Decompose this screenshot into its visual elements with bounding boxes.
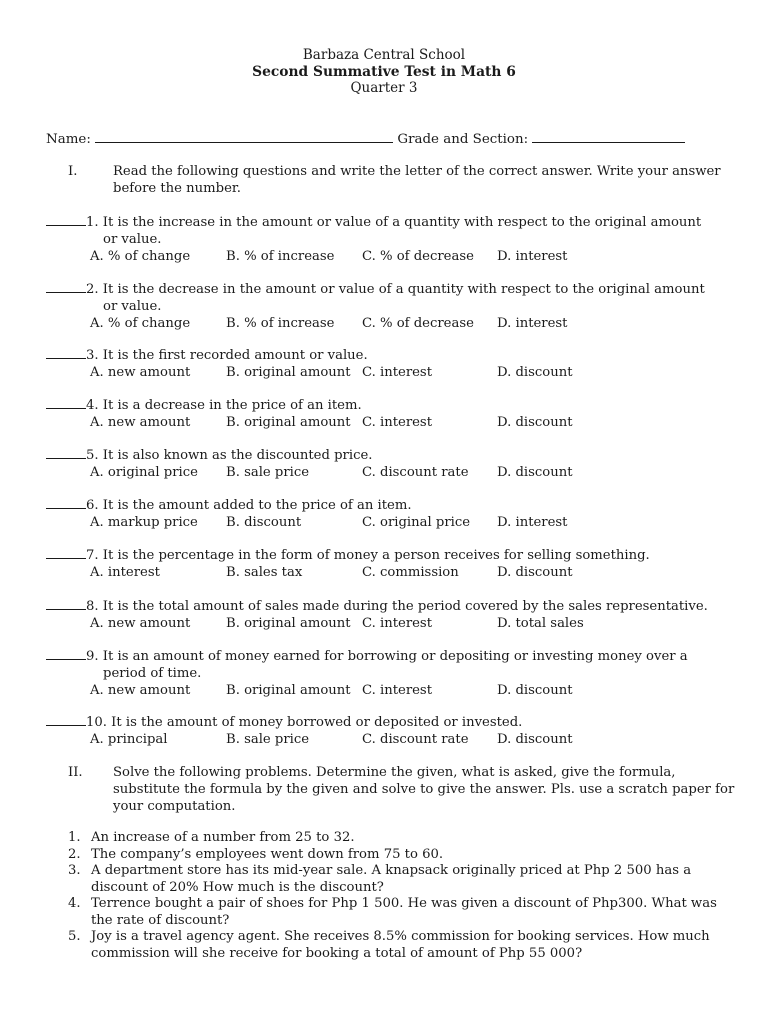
question-text-continued: period of time.	[103, 666, 202, 681]
answer-options	[46, 248, 726, 265]
answer-option: B. original amount	[226, 616, 351, 631]
answer-option: A. principal	[90, 732, 168, 747]
answer-option: C. interest	[362, 683, 432, 698]
part2-text: Solve the following problems. Determine the given, what is asked, give the formula, substitute the formula by the given and solve to give the answer. Pls. use a scratch paper for your computation.	[113, 765, 735, 814]
answer-option: D. discount	[497, 415, 573, 430]
answer-option: A. new amount	[90, 365, 191, 380]
answer-option: B. discount	[226, 515, 302, 530]
question-line	[46, 713, 726, 731]
answer-option: D. discount	[497, 465, 573, 480]
question-text-continued: or value.	[103, 299, 162, 314]
answer-option: B. original amount	[226, 365, 351, 380]
question-text: 7. It is the percentage in the form of money a person receives for selling something.	[86, 548, 650, 563]
question-item	[46, 346, 726, 381]
question-text: 4. It is a decrease in the price of an item.	[86, 398, 362, 413]
problem-item	[68, 929, 728, 962]
question-line	[46, 597, 726, 615]
answer-option: A. new amount	[90, 415, 191, 430]
question-line	[46, 396, 726, 414]
answer-option: B. original amount	[226, 415, 351, 430]
answer-option: D. discount	[497, 683, 573, 698]
answer-option: B. sales tax	[226, 565, 303, 580]
question-text: 9. It is an amount of money earned for borrowing or depositing or investing money over a	[86, 649, 688, 664]
name-label: Name:	[46, 132, 91, 147]
quarter-label: Quarter 3	[350, 80, 418, 96]
problem-text: A department store has its mid-year sale. A knapsack originally priced at Php 2 500 has a discount of 20% How much is the discount?	[91, 863, 692, 895]
question-line	[46, 280, 726, 298]
answer-options	[46, 364, 726, 381]
answer-options	[46, 414, 726, 431]
question-line	[46, 346, 726, 364]
answer-option: C. interest	[362, 616, 432, 631]
problem-item	[68, 863, 728, 896]
question-item	[46, 213, 726, 265]
answer-option: D. interest	[497, 515, 568, 530]
answer-option: A. original price	[90, 465, 198, 480]
problem-text: The company’s employees went down from 75 to 60.	[91, 846, 444, 862]
question-item	[46, 496, 726, 531]
answer-option: A. % of change	[90, 249, 191, 264]
question-item	[46, 647, 726, 699]
answer-option: B. sale price	[226, 465, 310, 480]
question-line	[46, 213, 726, 231]
answer-blank	[46, 713, 86, 726]
answer-options	[46, 464, 726, 481]
answer-option: B. % of increase	[226, 316, 335, 331]
question-item	[46, 446, 726, 481]
question-line	[46, 546, 726, 564]
answer-blank	[46, 396, 86, 409]
answer-option: D. interest	[497, 249, 568, 264]
problem-text: An increase of a number from 25 to 32.	[91, 830, 355, 845]
answer-options	[46, 682, 726, 699]
question-item	[46, 396, 726, 431]
answer-option: C. original price	[362, 515, 471, 530]
problem-number: 1.	[68, 830, 81, 845]
grade-section-label: Grade and Section:	[397, 132, 529, 147]
problem-number: 4.	[68, 896, 81, 911]
answer-option: D. interest	[497, 316, 568, 331]
school-name: Barbaza Central School	[302, 47, 466, 63]
question-text: 3. It is the first recorded amount or value.	[86, 348, 368, 363]
answer-option: A. new amount	[90, 683, 191, 698]
question-text: 2. It is the decrease in the amount or value of a quantity with respect to the original amount	[86, 282, 705, 297]
question-text: 5. It is also known as the discounted price.	[86, 448, 373, 463]
answer-options	[46, 514, 726, 531]
part1-numeral: I.	[68, 164, 78, 179]
answer-option: C. discount rate	[362, 732, 469, 747]
answer-options	[46, 315, 726, 332]
answer-options	[46, 564, 726, 581]
part1-text: Read the following questions and write the letter of the correct answer. Write your answer before the number.	[113, 164, 721, 196]
question-text: 6. It is the amount added to the price of an item.	[86, 498, 412, 513]
answer-option: C. interest	[362, 365, 432, 380]
answer-option: A. markup price	[90, 515, 198, 530]
question-text: 8. It is the total amount of sales made during the period covered by the sales representative.	[86, 599, 708, 614]
problem-text: Terrence bought a pair of shoes for Php 1 500. He was given a discount of Php300. What was the rate of discount?	[91, 896, 717, 928]
question-text-continued: or value.	[103, 232, 162, 247]
test-title: Second Summative Test in Math 6	[252, 64, 516, 80]
answer-blank	[46, 446, 86, 459]
answer-option: D. discount	[497, 732, 573, 747]
answer-option: A. new amount	[90, 616, 191, 631]
question-item	[46, 597, 726, 632]
answer-option: C. discount rate	[362, 465, 469, 480]
answer-option: C. interest	[362, 415, 432, 430]
answer-blank	[46, 597, 86, 610]
problem-item	[68, 830, 728, 847]
problems-list	[68, 830, 728, 962]
answer-blank	[46, 213, 86, 226]
answer-blank	[46, 647, 86, 660]
question-text: 10. It is the amount of money borrowed or deposited or invested.	[86, 715, 523, 730]
answer-option: C. % of decrease	[362, 316, 474, 331]
question-item	[46, 546, 726, 581]
name-grade-line	[46, 130, 726, 147]
problem-item	[68, 847, 728, 864]
question-line	[46, 446, 726, 464]
problem-text: Joy is a travel agency agent. She receives 8.5% commission for booking services. How much commission will she receive for booking a total of amount of Php 55 000?	[91, 929, 710, 961]
answer-option: D. total sales	[497, 616, 584, 631]
answer-option: D. discount	[497, 565, 573, 580]
answer-option: B. sale price	[226, 732, 310, 747]
answer-option: A. interest	[90, 565, 160, 580]
answer-option: C. % of decrease	[362, 249, 474, 264]
answer-option: B. original amount	[226, 683, 351, 698]
answer-blank	[46, 280, 86, 293]
problem-number: 2.	[68, 846, 81, 862]
answer-option: B. % of increase	[226, 249, 335, 264]
answer-option: D. discount	[497, 365, 573, 380]
question-line	[46, 496, 726, 514]
question-line	[46, 647, 726, 665]
answer-blank	[46, 546, 86, 559]
problem-item	[68, 896, 728, 929]
answer-option: C. commission	[362, 565, 459, 580]
answer-blank	[46, 346, 86, 359]
grade-section-blank	[532, 130, 685, 143]
answer-blank	[46, 496, 86, 509]
name-blank	[95, 130, 393, 143]
question-text: 1. It is the increase in the amount or value of a quantity with respect to the original amount	[86, 215, 702, 230]
answer-options	[46, 615, 726, 632]
question-item	[46, 280, 726, 332]
question-item	[46, 713, 726, 748]
problem-number: 3.	[68, 863, 81, 878]
answer-option: A. % of change	[90, 316, 191, 331]
part2-numeral: II.	[68, 765, 83, 780]
problem-number: 5.	[68, 929, 81, 944]
answer-options	[46, 731, 726, 748]
